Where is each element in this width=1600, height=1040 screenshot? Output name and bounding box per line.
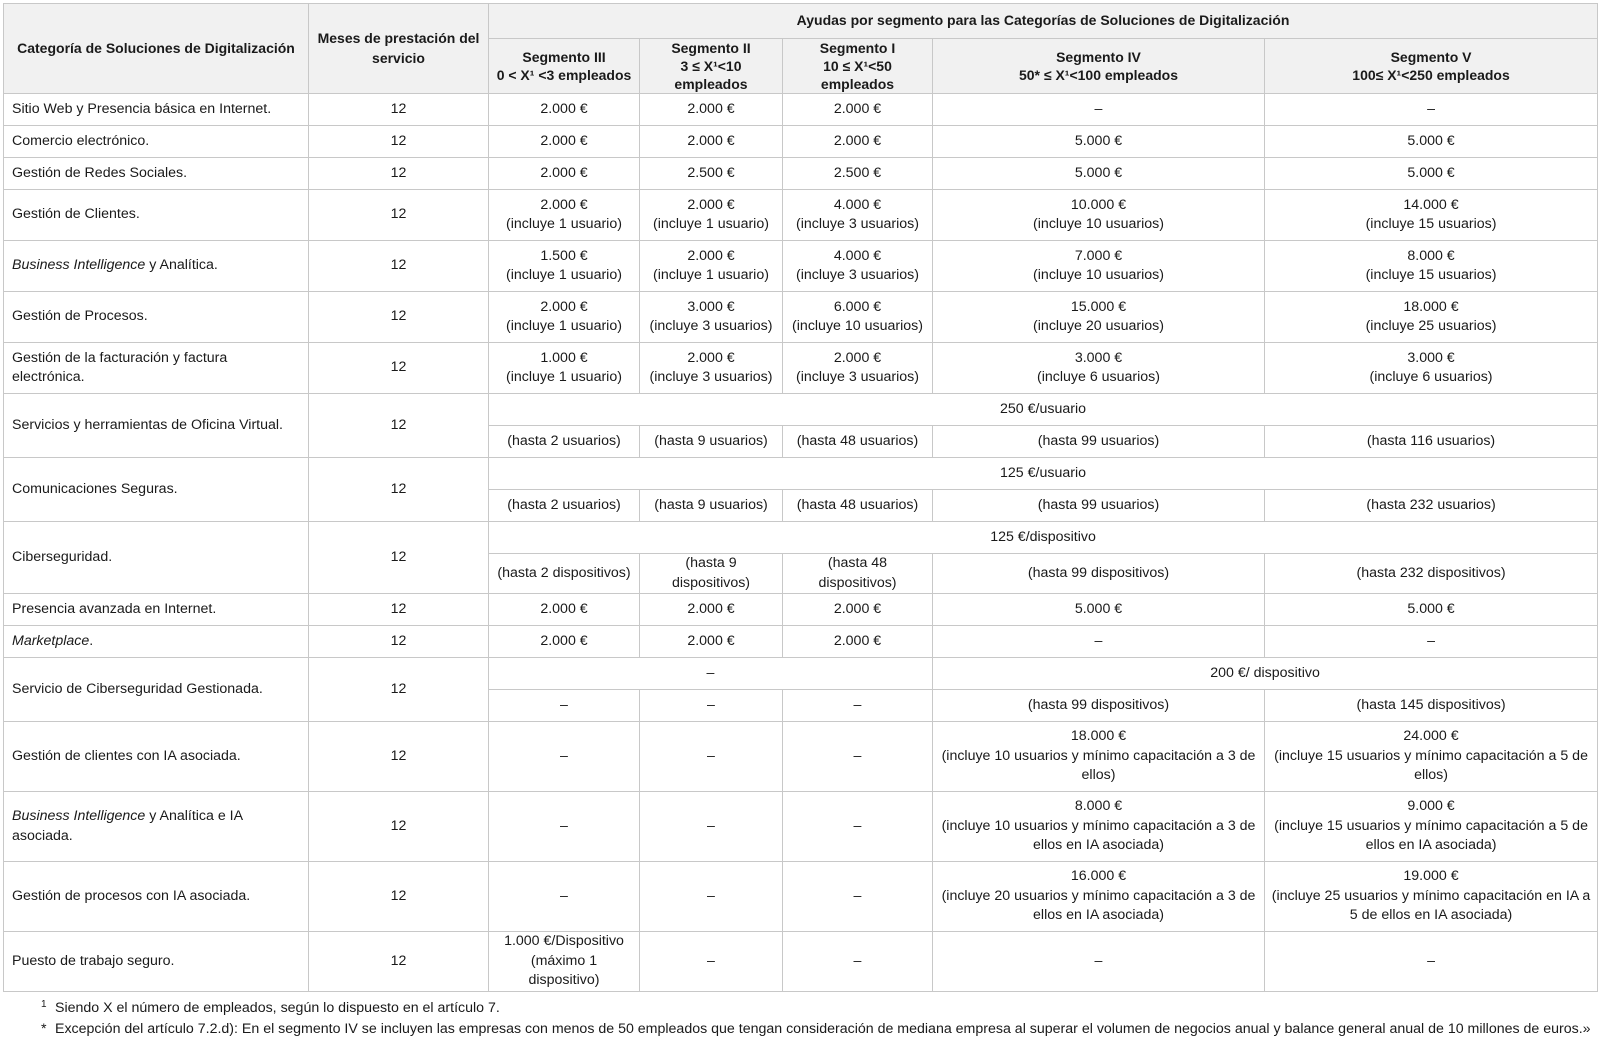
- cell-seg-iii: 1.000 € (incluye 1 usuario): [489, 343, 640, 394]
- row-category: Presencia avanzada en Internet.: [4, 594, 309, 626]
- table-row: [4, 94, 1598, 126]
- cell-seg-i: 2.000 €: [783, 594, 933, 626]
- cell-seg-v: 14.000 € (incluye 15 usuarios): [1265, 190, 1598, 241]
- table-row: [4, 522, 1598, 554]
- cell-seg-ii: (hasta 9 dispositivos): [640, 554, 783, 594]
- row-months: 12: [309, 158, 489, 190]
- header-segmento-iii: Segmento III 0 < X¹ <3 empleados: [489, 39, 640, 94]
- cell-seg-iv: 10.000 € (incluye 10 usuarios): [933, 190, 1265, 241]
- row-months: 12: [309, 190, 489, 241]
- table-row: [4, 190, 1598, 241]
- row-months: 12: [309, 126, 489, 158]
- cell-seg-i: –: [783, 932, 933, 992]
- row-category: Gestión de procesos con IA asociada.: [4, 862, 309, 932]
- cell-seg-iii: 2.000 € (incluye 1 usuario): [489, 292, 640, 343]
- cell-seg-iii: –: [489, 862, 640, 932]
- row-months: 12: [309, 343, 489, 394]
- table-row: [4, 722, 1598, 792]
- cell-seg-i: 4.000 € (incluye 3 usuarios): [783, 190, 933, 241]
- cell-seg-i: 2.000 € (incluye 3 usuarios): [783, 343, 933, 394]
- cell-seg-ii: 2.000 €: [640, 126, 783, 158]
- cell-seg-iv: 16.000 € (incluye 20 usuarios y mínimo capacitación a 3 de ellos en IA asociada): [933, 862, 1265, 932]
- cell-seg-iv: 5.000 €: [933, 158, 1265, 190]
- header-segmento-i: Segmento I 10 ≤ X¹<50 empleados: [783, 39, 933, 94]
- table-row: [4, 126, 1598, 158]
- cell-seg-i: 4.000 € (incluye 3 usuarios): [783, 241, 933, 292]
- cell-seg-iv: 7.000 € (incluye 10 usuarios): [933, 241, 1265, 292]
- row-category: Comunicaciones Seguras.: [4, 458, 309, 522]
- aid-table-container: [3, 3, 1597, 1040]
- footnotes: [3, 998, 1597, 1040]
- cell-seg-v: 18.000 € (incluye 25 usuarios): [1265, 292, 1598, 343]
- cell-seg-v: –: [1265, 94, 1598, 126]
- cell-seg-iii: 2.000 € (incluye 1 usuario): [489, 190, 640, 241]
- cell-seg-iv: (hasta 99 usuarios): [933, 426, 1265, 458]
- row-months: 12: [309, 932, 489, 992]
- row-category: Sitio Web y Presencia básica en Internet.: [4, 94, 309, 126]
- row-months: 12: [309, 522, 489, 594]
- cell-seg-iii: 1.000 €/Dispositivo (máximo 1 dispositivo): [489, 932, 640, 992]
- row-months: 12: [309, 658, 489, 722]
- cell-seg-iv: 5.000 €: [933, 594, 1265, 626]
- header-meses: Meses de prestación del servicio: [309, 4, 489, 94]
- cell-segments-iii-i: –: [489, 658, 933, 690]
- table-row: [4, 594, 1598, 626]
- cell-seg-i: 2.500 €: [783, 158, 933, 190]
- cell-seg-ii: 2.000 € (incluye 1 usuario): [640, 241, 783, 292]
- cell-seg-v: (hasta 232 dispositivos): [1265, 554, 1598, 594]
- cell-seg-iii: 1.500 € (incluye 1 usuario): [489, 241, 640, 292]
- cell-seg-v: 19.000 € (incluye 25 usuarios y mínimo capacitación en IA a 5 de ellos en IA asociada): [1265, 862, 1598, 932]
- row-category: Gestión de Clientes.: [4, 190, 309, 241]
- row-category: Gestión de Redes Sociales.: [4, 158, 309, 190]
- row-months: 12: [309, 594, 489, 626]
- cell-seg-iii: 2.000 €: [489, 126, 640, 158]
- cell-seg-ii: 2.000 €: [640, 94, 783, 126]
- cell-seg-v: 9.000 € (incluye 15 usuarios y mínimo capacitación a 5 de ellos en IA asociada): [1265, 792, 1598, 862]
- cell-seg-iv: –: [933, 626, 1265, 658]
- cell-seg-iv: 15.000 € (incluye 20 usuarios): [933, 292, 1265, 343]
- row-months: 12: [309, 862, 489, 932]
- cell-seg-iii: –: [489, 690, 640, 722]
- cell-seg-i: 6.000 € (incluye 10 usuarios): [783, 292, 933, 343]
- row-months: 12: [309, 626, 489, 658]
- cell-seg-ii: 2.000 €: [640, 594, 783, 626]
- cell-seg-ii: 3.000 € (incluye 3 usuarios): [640, 292, 783, 343]
- row-category: Servicios y herramientas de Oficina Virtual.: [4, 394, 309, 458]
- row-category: Gestión de Procesos.: [4, 292, 309, 343]
- cell-seg-ii: –: [640, 932, 783, 992]
- footnote-1: [3, 998, 1597, 1019]
- cell-seg-v: 5.000 €: [1265, 158, 1598, 190]
- table-row: [4, 343, 1598, 394]
- cell-seg-iv: 8.000 € (incluye 10 usuarios y mínimo capacitación a 3 de ellos en IA asociada): [933, 792, 1265, 862]
- cell-seg-i: (hasta 48 usuarios): [783, 426, 933, 458]
- row-category: Gestión de la facturación y factura electrónica.: [4, 343, 309, 394]
- table-row: [4, 862, 1598, 932]
- row-months: 12: [309, 394, 489, 458]
- row-months: 12: [309, 292, 489, 343]
- cell-seg-iii: 2.000 €: [489, 158, 640, 190]
- row-months: 12: [309, 722, 489, 792]
- cell-seg-v: 5.000 €: [1265, 594, 1598, 626]
- cell-seg-i: –: [783, 792, 933, 862]
- cell-seg-i: 2.000 €: [783, 626, 933, 658]
- cell-seg-iv: (hasta 99 dispositivos): [933, 554, 1265, 594]
- table-row: [4, 458, 1598, 490]
- cell-seg-iii: –: [489, 722, 640, 792]
- cell-seg-iii: (hasta 2 usuarios): [489, 490, 640, 522]
- footnote-text: Excepción del artículo 7.2.d): En el segmento IV se incluyen las empresas con menos de 50 empleados que tengan consideración de mediana empresa al superar el volumen de negocios anual y balance general anual de 10 millones de euros.»: [55, 1020, 1591, 1037]
- cell-seg-iv: (hasta 99 usuarios): [933, 490, 1265, 522]
- header-segmento-ii: Segmento II 3 ≤ X¹<10 empleados: [640, 39, 783, 94]
- cell-price-per-user: 125 €/usuario: [489, 458, 1598, 490]
- footnote-text: Siendo X el número de empleados, según lo dispuesto en el artículo 7.: [55, 999, 500, 1016]
- cell-seg-v: (hasta 116 usuarios): [1265, 426, 1598, 458]
- row-category: Gestión de clientes con IA asociada.: [4, 722, 309, 792]
- cell-seg-ii: 2.000 € (incluye 1 usuario): [640, 190, 783, 241]
- cell-seg-iv: (hasta 99 dispositivos): [933, 690, 1265, 722]
- row-category: Comercio electrónico.: [4, 126, 309, 158]
- cell-seg-ii: –: [640, 722, 783, 792]
- row-category: Servicio de Ciberseguridad Gestionada.: [4, 658, 309, 722]
- header-segmento-iv: Segmento IV 50* ≤ X¹<100 empleados: [933, 39, 1265, 94]
- cell-seg-i: –: [783, 690, 933, 722]
- footnote-mark: *: [41, 1020, 47, 1037]
- table-row: [4, 394, 1598, 426]
- cell-seg-i: 2.000 €: [783, 94, 933, 126]
- cell-seg-iii: 2.000 €: [489, 94, 640, 126]
- table-row: [4, 792, 1598, 862]
- cell-seg-ii: –: [640, 792, 783, 862]
- cell-seg-ii: (hasta 9 usuarios): [640, 490, 783, 522]
- cell-seg-iv: 5.000 €: [933, 126, 1265, 158]
- cell-seg-ii: (hasta 9 usuarios): [640, 426, 783, 458]
- cell-seg-iv: 18.000 € (incluye 10 usuarios y mínimo capacitación a 3 de ellos): [933, 722, 1265, 792]
- table-row: [4, 292, 1598, 343]
- header-ayudas: Ayudas por segmento para las Categorías de Soluciones de Digitalización: [489, 4, 1598, 39]
- row-category: Marketplace.: [4, 626, 309, 658]
- table-row: [4, 658, 1598, 690]
- footnote-mark: 1: [41, 998, 47, 1010]
- row-months: 12: [309, 792, 489, 862]
- cell-seg-v: (hasta 145 dispositivos): [1265, 690, 1598, 722]
- row-category: Business Intelligence y Analítica e IA asociada.: [4, 792, 309, 862]
- cell-seg-iv: –: [933, 932, 1265, 992]
- cell-seg-i: –: [783, 722, 933, 792]
- row-months: 12: [309, 458, 489, 522]
- cell-seg-ii: 2.500 €: [640, 158, 783, 190]
- header-categoria: Categoría de Soluciones de Digitalización: [4, 4, 309, 94]
- cell-seg-v: –: [1265, 626, 1598, 658]
- cell-seg-iv: –: [933, 94, 1265, 126]
- cell-seg-iii: –: [489, 792, 640, 862]
- cell-seg-ii: 2.000 €: [640, 626, 783, 658]
- cell-price-per-user: 250 €/usuario: [489, 394, 1598, 426]
- cell-seg-i: 2.000 €: [783, 126, 933, 158]
- cell-seg-v: 8.000 € (incluye 15 usuarios): [1265, 241, 1598, 292]
- table-row: [4, 241, 1598, 292]
- cell-seg-iii: 2.000 €: [489, 594, 640, 626]
- cell-seg-iii: (hasta 2 dispositivos): [489, 554, 640, 594]
- footnote-asterisk: [3, 1019, 1597, 1040]
- row-months: 12: [309, 94, 489, 126]
- cell-seg-v: 5.000 €: [1265, 126, 1598, 158]
- cell-price-per-device: 125 €/dispositivo: [489, 522, 1598, 554]
- cell-seg-v: 24.000 € (incluye 15 usuarios y mínimo capacitación a 5 de ellos): [1265, 722, 1598, 792]
- header-segmento-v: Segmento V 100≤ X¹<250 empleados: [1265, 39, 1598, 94]
- row-category: Ciberseguridad.: [4, 522, 309, 594]
- cell-seg-iii: (hasta 2 usuarios): [489, 426, 640, 458]
- cell-seg-i: (hasta 48 dispositivos): [783, 554, 933, 594]
- row-category: Puesto de trabajo seguro.: [4, 932, 309, 992]
- cell-seg-v: 3.000 € (incluye 6 usuarios): [1265, 343, 1598, 394]
- cell-seg-v: –: [1265, 932, 1598, 992]
- cell-seg-ii: 2.000 € (incluye 3 usuarios): [640, 343, 783, 394]
- table-row: [4, 158, 1598, 190]
- aid-table: [3, 3, 1598, 992]
- cell-seg-i: –: [783, 862, 933, 932]
- table-row: [4, 626, 1598, 658]
- header-row-1: [4, 4, 1598, 39]
- row-months: 12: [309, 241, 489, 292]
- cell-seg-i: (hasta 48 usuarios): [783, 490, 933, 522]
- row-category: Business Intelligence y Analítica.: [4, 241, 309, 292]
- cell-seg-ii: –: [640, 690, 783, 722]
- cell-seg-v: (hasta 232 usuarios): [1265, 490, 1598, 522]
- table-row: [4, 932, 1598, 992]
- cell-price-per-device: 200 €/ dispositivo: [933, 658, 1598, 690]
- cell-seg-ii: –: [640, 862, 783, 932]
- cell-seg-iv: 3.000 € (incluye 6 usuarios): [933, 343, 1265, 394]
- cell-seg-iii: 2.000 €: [489, 626, 640, 658]
